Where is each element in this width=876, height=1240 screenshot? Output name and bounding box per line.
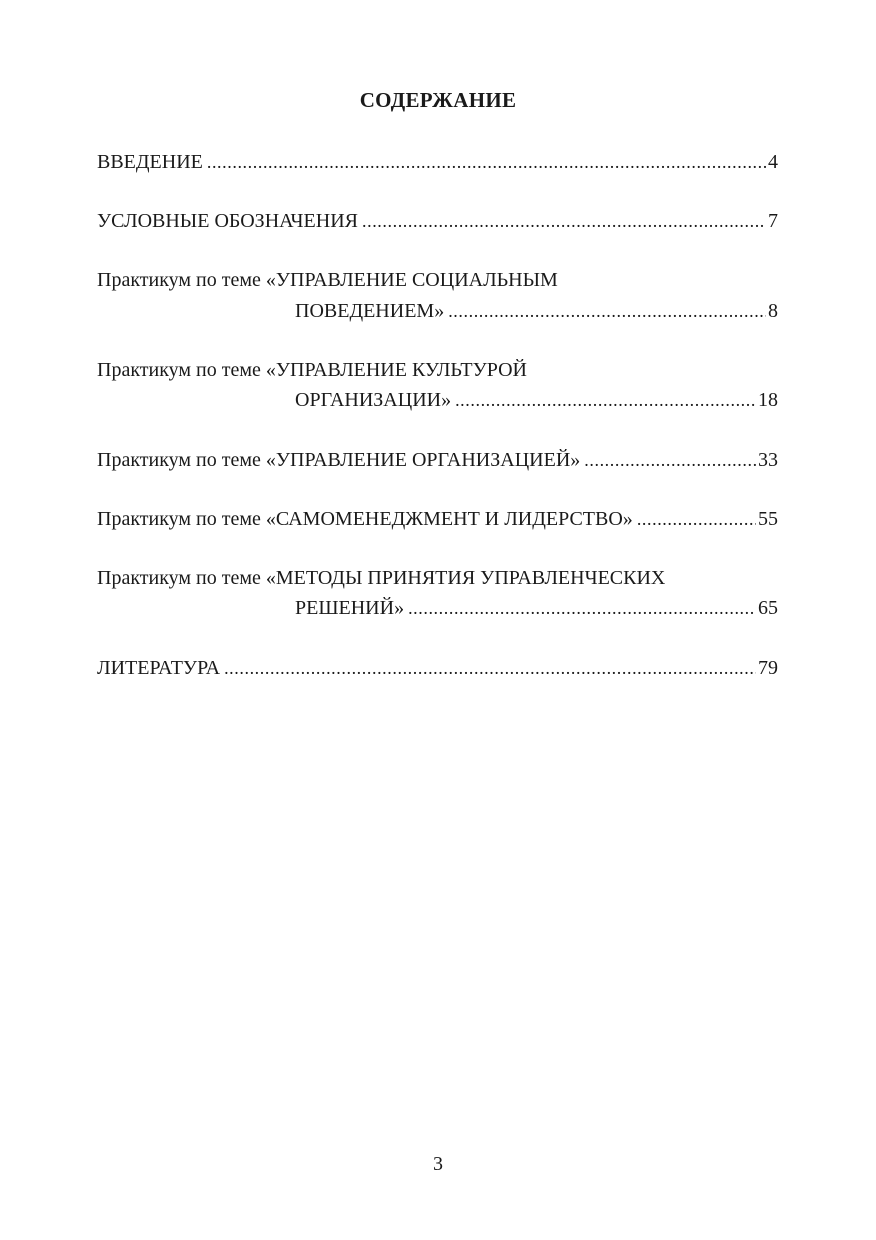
page-title: СОДЕРЖАНИЕ bbox=[359, 88, 517, 112]
toc-entry-label-continued: РЕШЕНИЙ» bbox=[295, 597, 405, 619]
toc-entry-label-continued: ОРГАНИЗАЦИИ» bbox=[295, 389, 452, 411]
toc-entry-decision-methods-line2[interactable] bbox=[295, 595, 778, 621]
dot-leader bbox=[584, 447, 756, 473]
toc-entry-label: Практикум по теме «УПРАВЛЕНИЕ ОРГАНИЗАЦИЕЙ» bbox=[97, 449, 581, 471]
toc-entry-social-behavior-line2[interactable] bbox=[295, 298, 778, 324]
toc-entry-label: Практикум по теме «МЕТОДЫ ПРИНЯТИЯ УПРАВЛЕНЧЕСКИХ bbox=[97, 567, 666, 589]
toc-entry-legend[interactable] bbox=[97, 208, 778, 234]
toc-entry-introduction[interactable] bbox=[97, 149, 778, 175]
toc-entry-org-culture-line1[interactable] bbox=[97, 357, 778, 383]
toc-entry-page: 18 bbox=[758, 389, 778, 411]
toc-entry-page: 4 bbox=[768, 151, 778, 173]
toc-entry-social-behavior-line1[interactable] bbox=[97, 267, 778, 293]
dot-leader bbox=[637, 506, 756, 532]
dot-leader bbox=[448, 298, 766, 324]
toc-entry-label: УСЛОВНЫЕ ОБОЗНАЧЕНИЯ bbox=[97, 210, 358, 232]
toc-entry-label: ВВЕДЕНИЕ bbox=[97, 151, 203, 173]
toc-entry-self-management[interactable] bbox=[97, 506, 778, 532]
toc-entry-org-management[interactable] bbox=[97, 447, 778, 473]
toc-entry-org-culture-line2[interactable] bbox=[295, 387, 778, 413]
toc-entry-page: 33 bbox=[758, 449, 778, 471]
dot-leader bbox=[224, 655, 756, 681]
toc-entry-page: 7 bbox=[768, 210, 778, 232]
toc-entry-decision-methods-line1[interactable] bbox=[97, 565, 778, 591]
toc-entry-page: 79 bbox=[758, 657, 778, 679]
dot-leader bbox=[362, 208, 766, 234]
toc-entry-label: Практикум по теме «САМОМЕНЕДЖМЕНТ И ЛИДЕРСТВО» bbox=[97, 508, 633, 530]
toc-entry-label: ЛИТЕРАТУРА bbox=[97, 657, 221, 679]
dot-leader bbox=[455, 387, 756, 413]
page-number: 3 bbox=[433, 1153, 443, 1175]
toc-entry-label: Практикум по теме «УПРАВЛЕНИЕ СОЦИАЛЬНЫМ bbox=[97, 269, 558, 291]
toc-entry-page: 55 bbox=[758, 508, 778, 530]
toc-entry-label: Практикум по теме «УПРАВЛЕНИЕ КУЛЬТУРОЙ bbox=[97, 359, 527, 381]
dot-leader bbox=[408, 595, 756, 621]
toc-entry-page: 8 bbox=[768, 300, 778, 322]
toc-entry-page: 65 bbox=[758, 597, 778, 619]
toc-entry-literature[interactable] bbox=[97, 655, 778, 681]
dot-leader bbox=[207, 149, 766, 175]
toc-entry-label-continued: ПОВЕДЕНИЕМ» bbox=[295, 300, 445, 322]
